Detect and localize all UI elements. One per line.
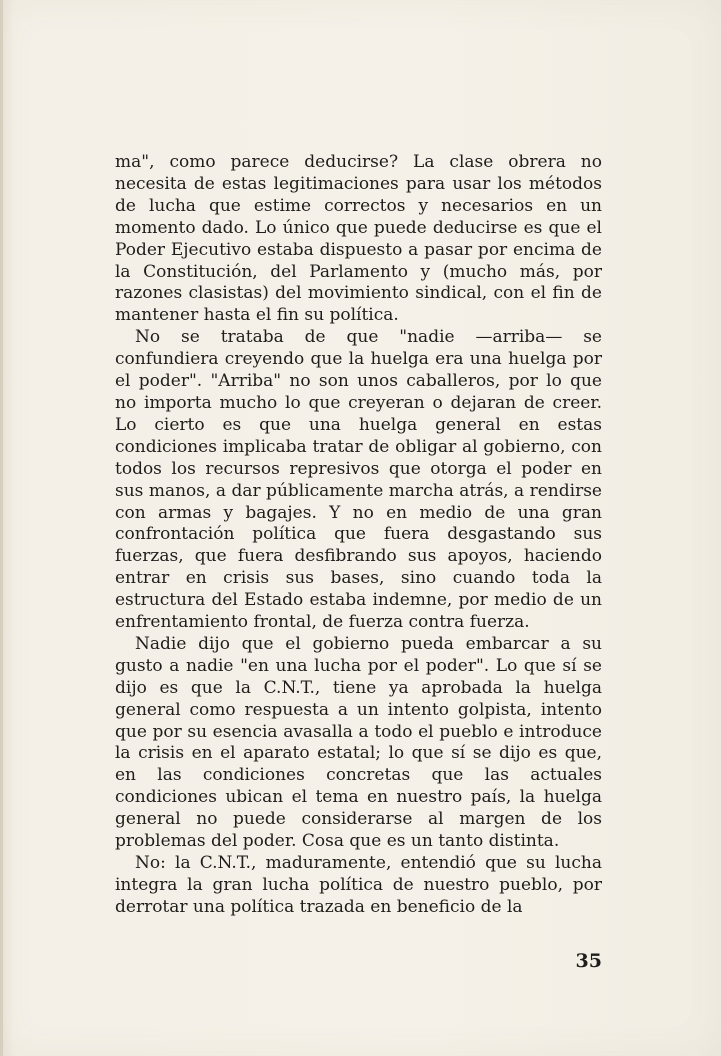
paragraph-2: No se trataba de que "nadie —arriba— se confundiera creyendo que la huelga era una huelga por el poder". "Arriba" no son unos caballeros, por lo que no importa mucho lo que creyeran o dejaran de creer. Lo cierto es que una huelga general en estas condiciones implicaba tratar de obligar al gobierno, con todos los recursos represivos que otorga el poder en sus manos, a dar públicamente marcha atrás, a rendirse con armas y bagajes. Y no en medio de una gran confrontación política que fuera desgastando sus fuerzas, que fuera desfibrando sus apoyos, haciendo entrar en crisis sus bases, sino cuando toda la estructura del Estado estaba indemne, por medio de un enfrentamiento frontal, de fuerza contra fuerza. [115,327,602,633]
page-number: 35 [575,950,602,972]
paragraph-4: No: la C.N.T., maduramente, entendió que su lucha integra la gran lucha política de nuestro pueblo, por derrotar una política trazada en beneficio de la [115,853,602,917]
page-edge [0,0,3,1056]
paragraph-3: Nadie dijo que el gobierno pueda embarcar a su gusto a nadie "en una lucha por el poder". Lo que sí se dijo es que la C.N.T., tiene ya aprobada la huelga general como respuesta a un intento golpista, intento que por su esencia avasalla a todo el pueblo e introduce la crisis en el aparato estatal; lo que sí se dijo es que, en las condiciones concretas que las actuales condiciones ubican el tema en nuestro país, la huelga general no puede considerarse al margen de los problemas del poder. Cosa que es un tanto distinta. [115,633,602,852]
body-text [115,152,602,919]
paragraph-1: ma", como parece deducirse? La clase obrera no necesita de estas legitimaciones para usar los métodos de lucha que estime correctos y necesarios en un momento dado. Lo único que puede deducirse es que el Poder Ejecutivo estaba dispuesto a pasar por encima de la Constitución, del Parlamento y (mucho más, por razones clasistas) del movimiento sindical, con el fin de mantener hasta el fin su política. [115,152,602,326]
